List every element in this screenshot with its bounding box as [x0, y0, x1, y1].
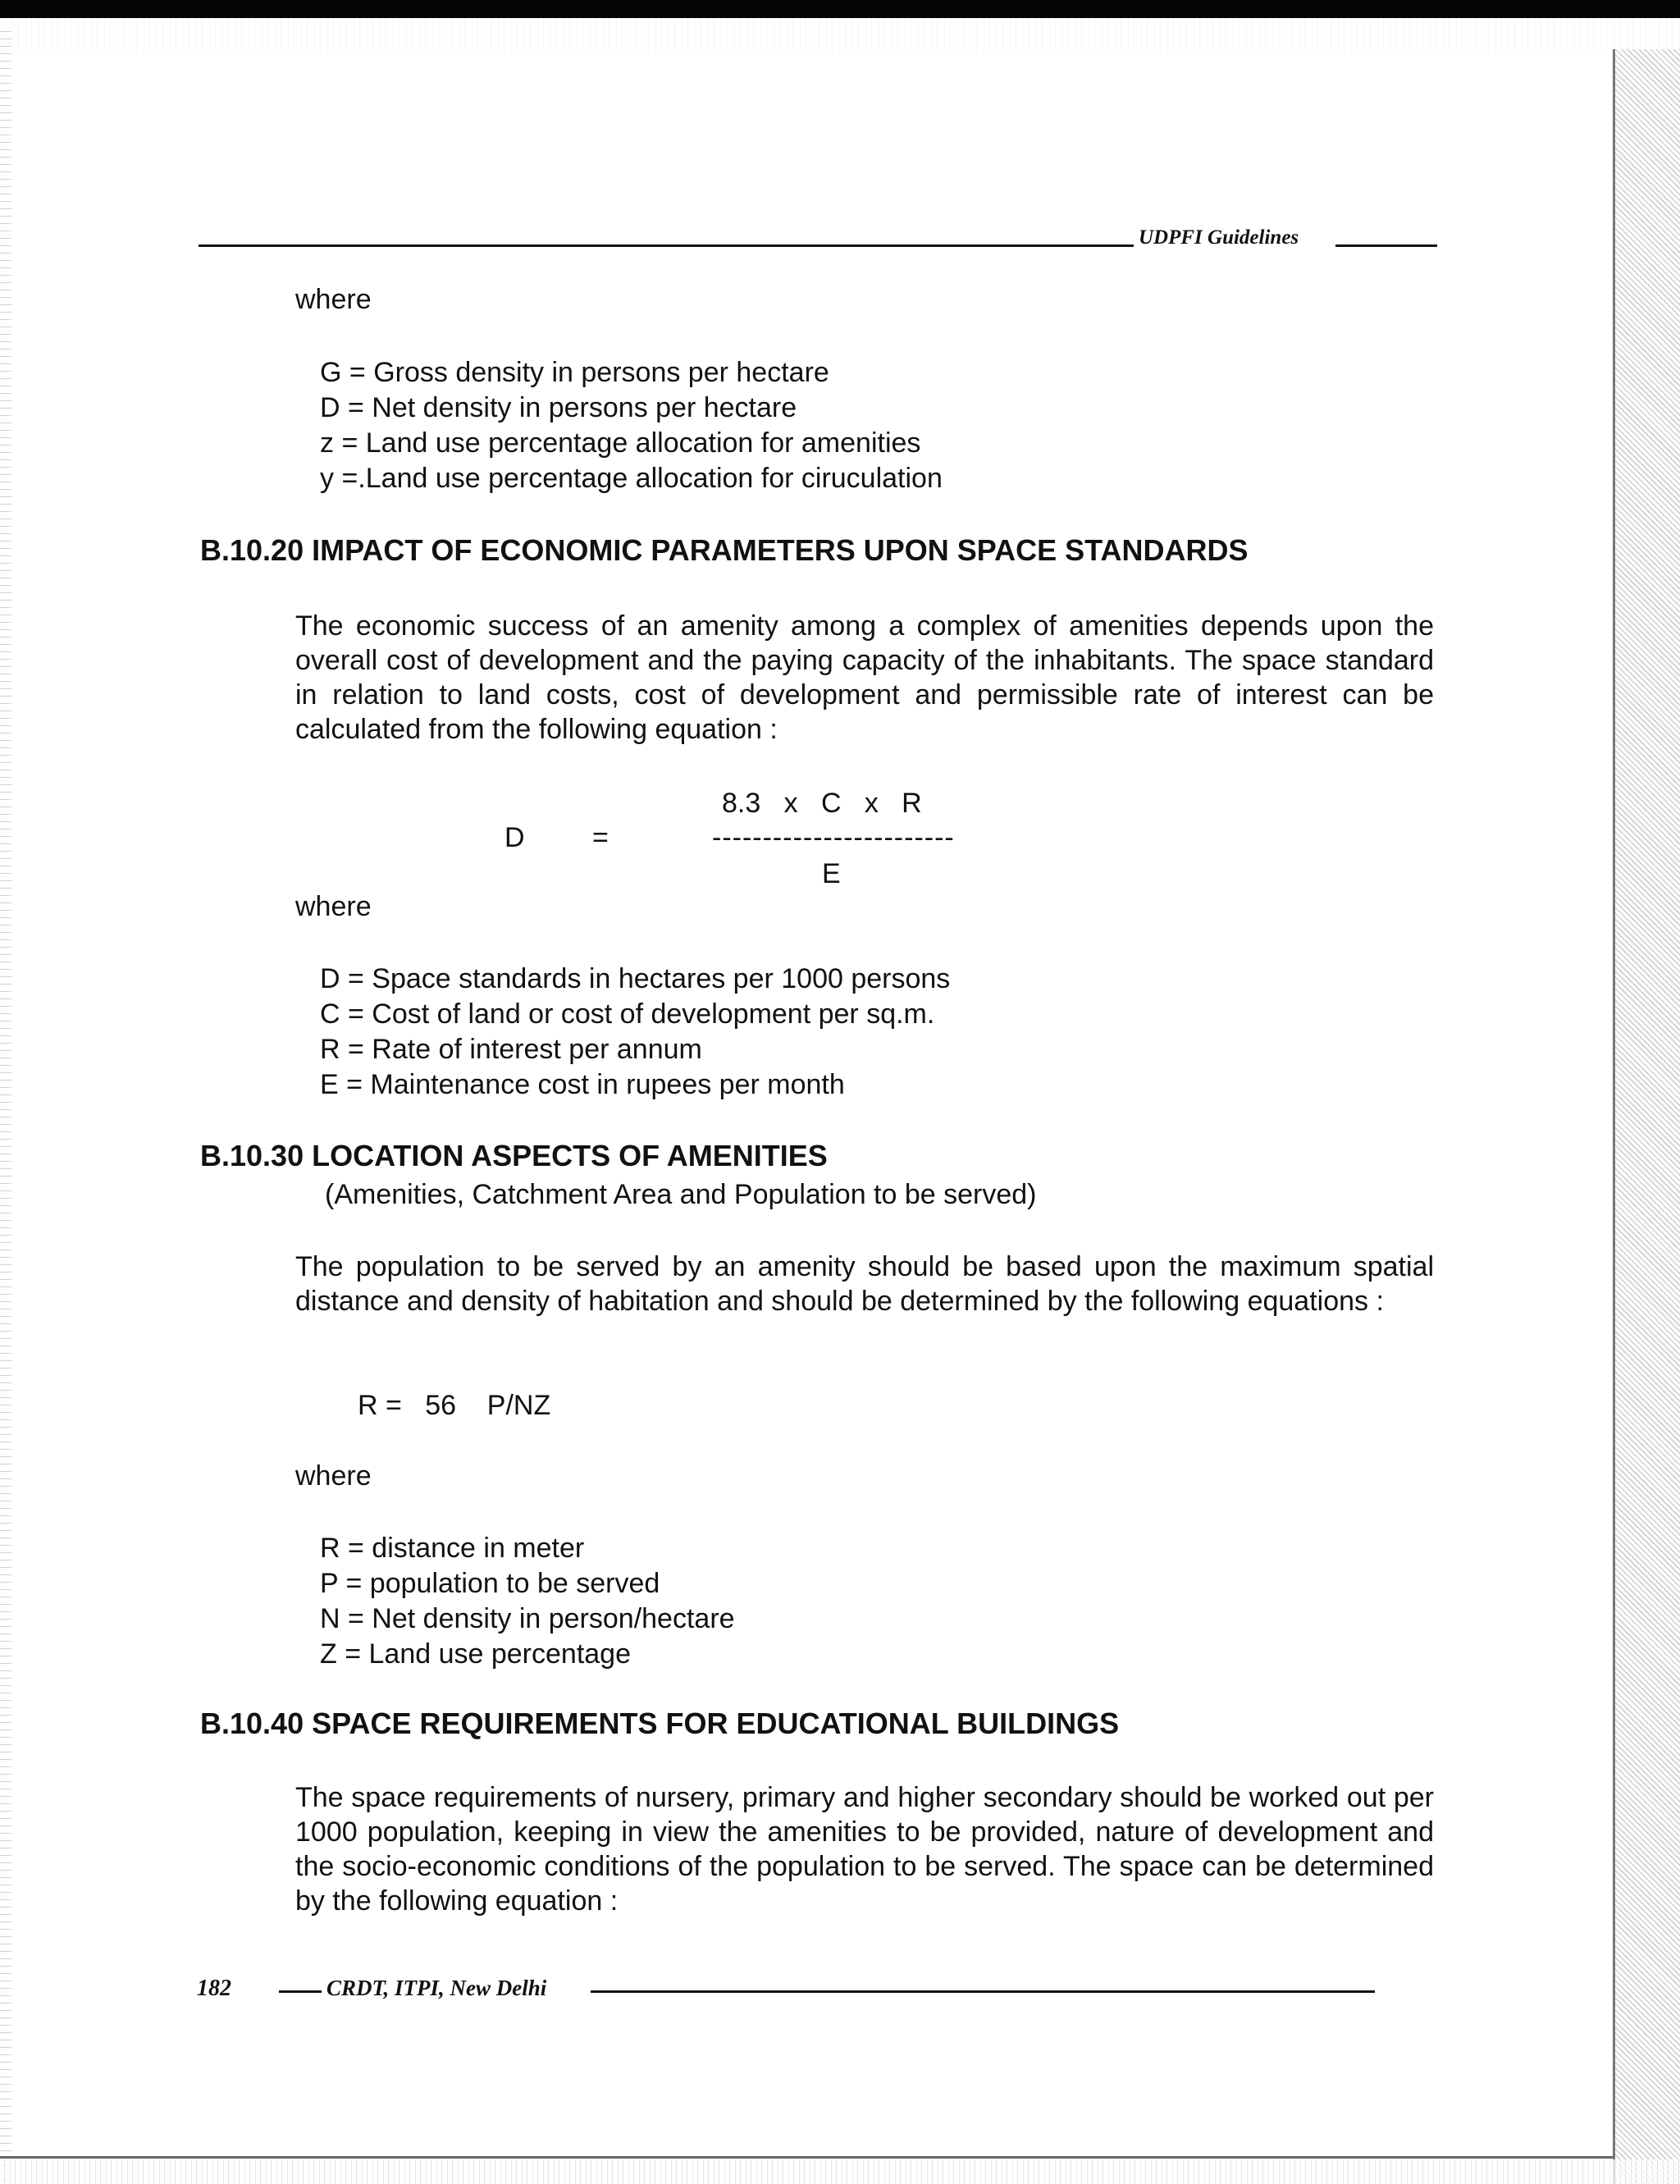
where-label: where — [295, 284, 372, 315]
equation-fraction-bar: ------------------------ — [712, 822, 955, 853]
definition-line: P = population to be served — [320, 1568, 660, 1599]
definition-line: R = Rate of interest per annum — [320, 1034, 702, 1065]
scan-noise-top — [0, 18, 1680, 51]
footer-rule — [279, 1990, 322, 1993]
section-subheading: (Amenities, Catchment Area and Population to be served) — [325, 1179, 1037, 1210]
definition-line: C = Cost of land or cost of development per sq.m. — [320, 998, 935, 1030]
section-heading: B.10.30 LOCATION ASPECTS OF AMENITIES — [200, 1139, 828, 1172]
equation-denominator: E — [822, 858, 841, 889]
equation-lhs: D — [504, 822, 525, 853]
running-header-title: UDPFI Guidelines — [1139, 226, 1299, 249]
definition-line: y =.Land use percentage allocation for ciruculation — [320, 463, 943, 494]
page-right-edge-line — [1613, 49, 1615, 2184]
definition-line: D = Space standards in hectares per 1000 persons — [320, 963, 951, 994]
scan-noise-bottom — [0, 2159, 1680, 2184]
scan-top-border — [0, 0, 1680, 18]
definition-line: z = Land use percentage allocation for amenities — [320, 427, 921, 459]
page-number: 182 — [197, 1976, 231, 2001]
where-label: where — [295, 891, 372, 922]
page-bottom-edge-line — [0, 2156, 1613, 2159]
header-rule-end — [1335, 244, 1437, 247]
equation-numerator: 8.3 x C x R — [722, 788, 922, 819]
equation: R = 56 P/NZ — [358, 1390, 551, 1421]
body-paragraph: The space requirements of nursery, primary and higher secondary should be worked out per 1000 population, keeping in view the amenities to be provided, nature of development and the socio-economic conditions of the population to be served. The space can be determined by the following equation : — [295, 1782, 1434, 1917]
footer-rule-end — [591, 1990, 1375, 1993]
definition-line: R = distance in meter — [320, 1533, 585, 1564]
definition-line: Z = Land use percentage — [320, 1638, 631, 1670]
body-paragraph: The population to be served by an amenity should be based upon the maximum spatial distance and density of habitation and should be determined by the following equations : — [295, 1251, 1434, 1317]
header-rule — [199, 244, 1134, 247]
definition-line: G = Gross density in persons per hectare — [320, 357, 829, 388]
scan-left-edge — [0, 25, 11, 2184]
definition-line: D = Net density in persons per hectare — [320, 392, 797, 423]
equation-equals: = — [592, 822, 609, 853]
section-heading: B.10.20 IMPACT OF ECONOMIC PARAMETERS UPON SPACE STANDARDS — [200, 533, 1249, 567]
scan-right-edge — [1614, 49, 1680, 2184]
body-paragraph: The economic success of an amenity among a complex of amenities depends upon the overall cost of development and the paying capacity of the inhabitants. The space standard in relation to land costs, cost of development and permissible rate of interest can be calculated from the following equation : — [295, 610, 1434, 745]
definition-line: E = Maintenance cost in rupees per month — [320, 1069, 845, 1100]
footer-source: CRDT, ITPI, New Delhi — [326, 1976, 547, 2000]
where-label: where — [295, 1460, 372, 1492]
definition-line: N = Net density in person/hectare — [320, 1603, 735, 1634]
section-heading: B.10.40 SPACE REQUIREMENTS FOR EDUCATIONAL BUILDINGS — [200, 1707, 1120, 1740]
